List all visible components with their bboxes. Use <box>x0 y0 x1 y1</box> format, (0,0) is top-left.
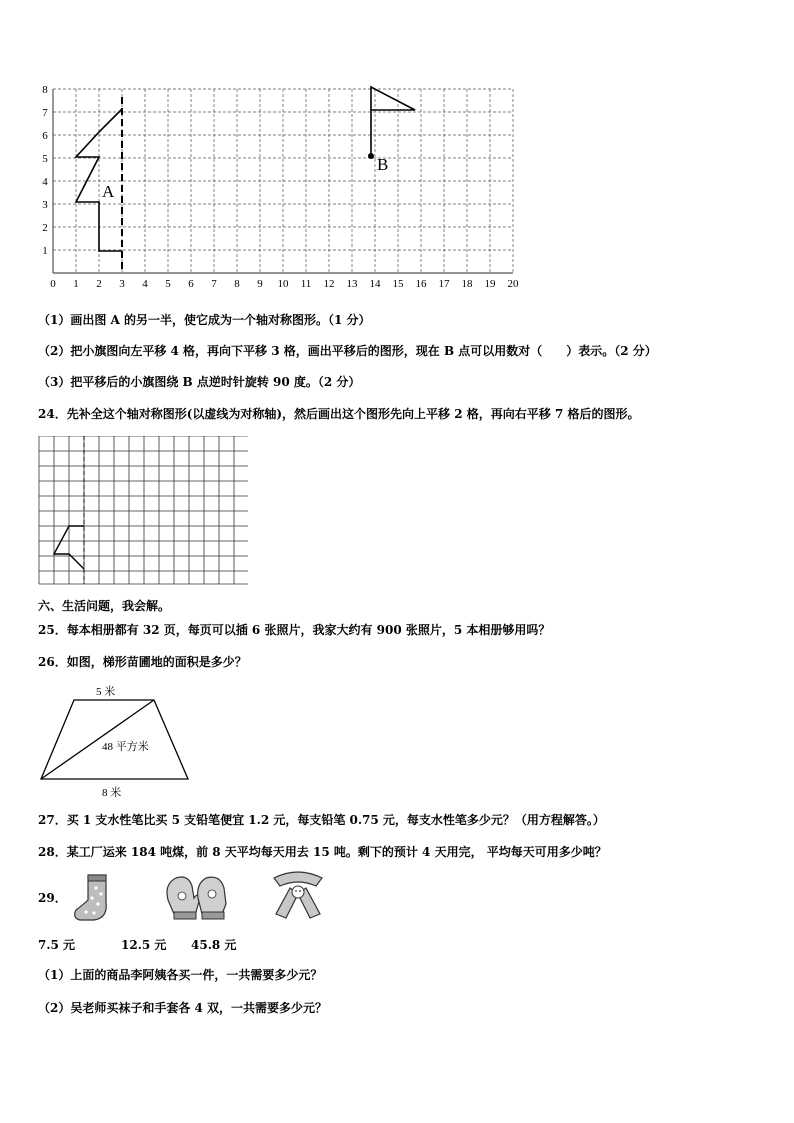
label-area-48: 48 平方米 <box>102 741 149 753</box>
q28-text: 28．某工厂运来 184 吨煤，前 8 天平均每天用去 15 吨。剩下的预计 4 天用完， 平均每天可用多少吨？ <box>38 845 607 859</box>
y-axis-ticks <box>42 84 48 257</box>
q23-part2: （2）把小旗图向左平移 4 格，再向下平移 3 格，画出平移后的图形，现在 B 点可以用数对（ ）表示。（2 分） <box>38 344 657 358</box>
x-tick-label: 13 <box>346 278 358 290</box>
x-tick-label: 12 <box>323 278 335 290</box>
y-tick-label: 5 <box>42 153 48 165</box>
x-tick-label: 20 <box>507 278 519 290</box>
q24-text: 24．先补全这个轴对称图形(以虚线为对称轴)，然后画出这个图形先向上平移 2 格，再向右平移 7 格后的图形。 <box>38 407 640 421</box>
x-tick-label: 8 <box>234 278 240 290</box>
x-tick-label: 14 <box>369 278 381 290</box>
sock-icon <box>70 872 120 924</box>
price-scarf: 45.8 元 <box>191 938 237 952</box>
coordinate-grid <box>30 78 520 293</box>
x-axis-ticks <box>50 278 519 290</box>
x-tick-label: 19 <box>484 278 496 290</box>
x-tick-label: 1 <box>73 278 79 290</box>
label-bottom-8m: 8 米 <box>102 787 122 799</box>
q23-part3: （3）把平移后的小旗图绕 B 点逆时针旋转 90 度。（2 分） <box>38 375 361 389</box>
x-tick-label: 2 <box>96 278 102 290</box>
y-tick-label: 3 <box>42 199 48 211</box>
x-tick-label: 5 <box>165 278 171 290</box>
x-tick-label: 11 <box>300 278 312 290</box>
y-tick-label: 1 <box>42 245 48 257</box>
x-tick-label: 0 <box>50 278 56 290</box>
x-tick-label: 18 <box>461 278 473 290</box>
label-b: B <box>377 155 389 174</box>
x-tick-label: 10 <box>277 278 289 290</box>
q29-number: 29． <box>38 891 67 905</box>
mittens-icon <box>162 870 232 922</box>
q29-part2: （2）吴老师买袜子和手套各 4 双，一共需要多少元？ <box>38 1001 328 1015</box>
x-tick-label: 3 <box>119 278 125 290</box>
label-top-5m: 5 米 <box>96 686 116 698</box>
flag-b <box>371 87 415 156</box>
y-tick-label: 2 <box>42 222 48 234</box>
price-sock: 7.5 元 <box>38 938 76 952</box>
y-tick-label: 7 <box>42 107 48 119</box>
scarf-icon <box>268 864 328 924</box>
y-tick-label: 8 <box>42 84 48 96</box>
q25-text: 25．每本相册都有 32 页，每页可以插 6 张照片，我家大约有 900 张照片，5 本相册够用吗？ <box>38 623 551 637</box>
label-a: A <box>102 182 115 201</box>
y-tick-label: 4 <box>42 176 48 188</box>
x-tick-label: 6 <box>188 278 194 290</box>
x-tick-label: 4 <box>142 278 148 290</box>
x-tick-label: 17 <box>438 278 450 290</box>
point-b <box>368 153 374 159</box>
x-tick-label: 9 <box>257 278 263 290</box>
q23-part1: （1）画出图 A 的另一半，使它成为一个轴对称图形。（1 分） <box>38 313 371 327</box>
x-tick-label: 15 <box>392 278 404 290</box>
q27-text: 27．买 1 支水性笔比买 5 支铅笔便宜 1.2 元，每支铅笔 0.75 元，每支水性笔多少元？（用方程解答。） <box>38 813 605 827</box>
price-mittens: 12.5 元 <box>121 938 167 952</box>
x-tick-label: 7 <box>211 278 217 290</box>
trapezoid <box>41 700 188 779</box>
grid-q24-lines <box>39 436 248 584</box>
q29-part1: （1）上面的商品李阿姨各买一件，一共需要多少元？ <box>38 968 323 982</box>
y-tick-label: 6 <box>42 130 48 142</box>
x-tick-label: 16 <box>415 278 427 290</box>
grid-q24 <box>36 436 248 588</box>
q26-text: 26．如图，梯形苗圃地的面积是多少？ <box>38 655 247 669</box>
trapezoid-figure <box>36 682 206 800</box>
section-6-title: 六、生活问题，我会解。 <box>38 599 171 613</box>
